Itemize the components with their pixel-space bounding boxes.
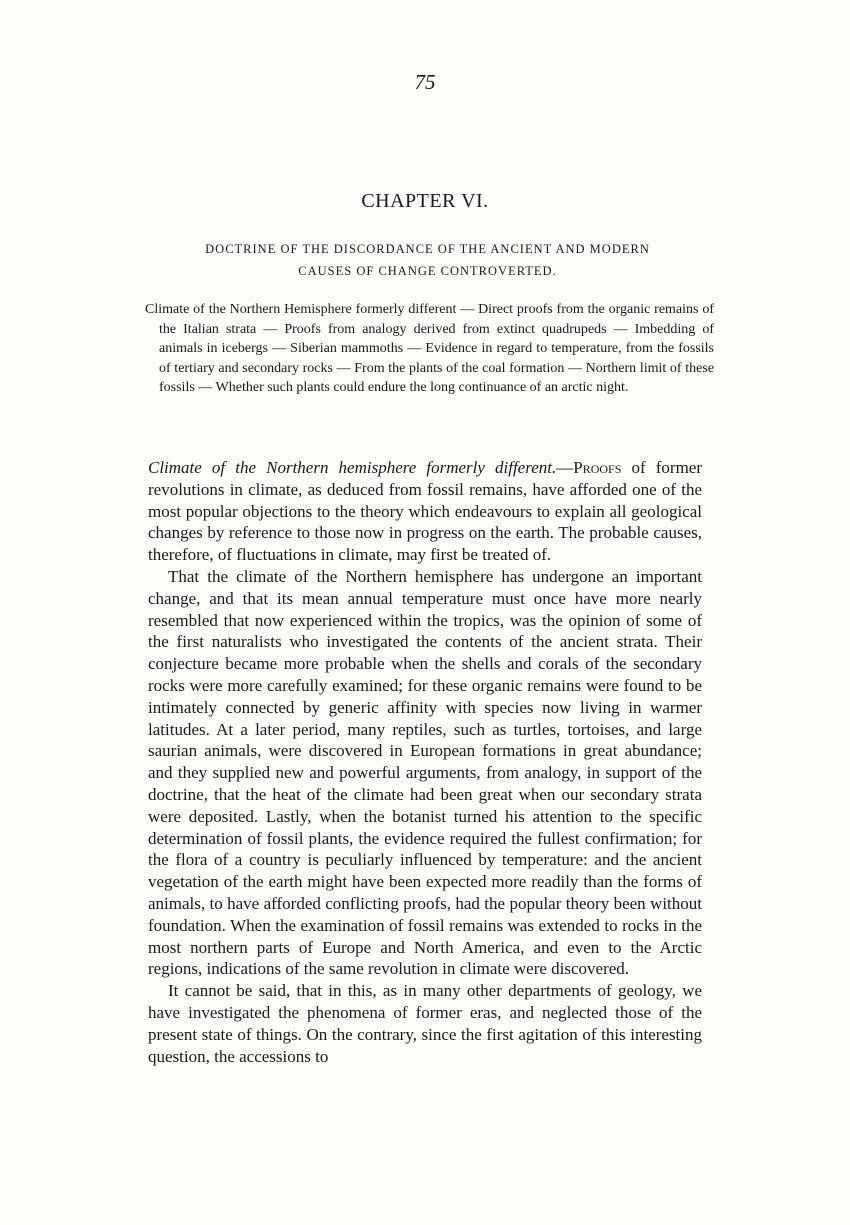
paragraph-2: That the climate of the Northern hemisphere has undergone an important change, and that its mean annual temperature must once have more nearly resembled that now experienced within the tropics, was the opinion of some of the first naturalists who investigated the contents of the ancient strata. Their conjecture became more probable when the shells and corals of the secondary rocks were more carefully examined; for these organic remains were found to be intimately connected by generic affinity with species now living in warmer latitudes. At a later period, many reptiles, such as turtles, tortoises, and large saurian animals, were discovered in European formations in great abundance; and they supplied new and powerful arguments, from analogy, in support of the doctrine, that the heat of the climate had been great when our secondary strata were deposited. Lastly, when the botanist turned his attention to the specific determination of fossil plants, the evidence required the fullest confirmation; for the flora of a country is peculiarly influenced by temperature: and the ancient vegetation of the earth might have been expected more readily than the forms of animals, to have afforded conflicting proofs, had the popular theory been without foundation. When the examination of fossil remains was extended to rocks in the most northern parts of Europe and North America, and even to the Arctic regions, indications of the same revolution in climate were discovered.	[148, 566, 702, 979]
subtitle-line-1: DOCTRINE OF THE DISCORDANCE OF THE ANCIENT AND MODERN	[205, 242, 650, 256]
chapter-title: CHAPTER VI.	[361, 190, 489, 212]
chapter-subtitle	[140, 238, 715, 282]
paragraph-3: It cannot be said, that in this, as in many other departments of geology, we have investigated the phenomena of former eras, and neglected those of the present state of things. On the contrary, since the first agitation of this interesting question, the accessions to	[148, 981, 702, 1066]
smallcaps-lead: Proofs	[573, 458, 622, 477]
body-text	[148, 457, 702, 1067]
page-number: 75	[414, 70, 436, 94]
heading-dash: —	[556, 458, 574, 477]
chapter-summary: Climate of the Northern Hemisphere formerly different — Direct proofs from the organic remains of the Italian strata — Proofs from analogy derived from extinct quadrupeds — Imbedding of animals in icebergs — Siberian mammoths — Evidence in regard to temperature, from the fossils of tertiary and secondary rocks — From the plants of the coal formation — Northern limit of these fossils — Whether such plants could endure the long continuance of an arctic night.	[145, 302, 714, 395]
subtitle-line-2: CAUSES OF CHANGE CONTROVERTED.	[298, 264, 557, 278]
paragraph-1-text: of former revolutions in climate, as deduced from fossil remains, have afforded one of the most popular objections to the theory which endeavours to explain all geological changes by reference to those now in progress on the earth. The probable causes, therefore, of fluctuations in climate, may first be treated of.	[148, 458, 702, 565]
paragraph-1	[148, 457, 702, 566]
section-heading: Climate of the Northern hemisphere formerly different.	[148, 458, 557, 477]
